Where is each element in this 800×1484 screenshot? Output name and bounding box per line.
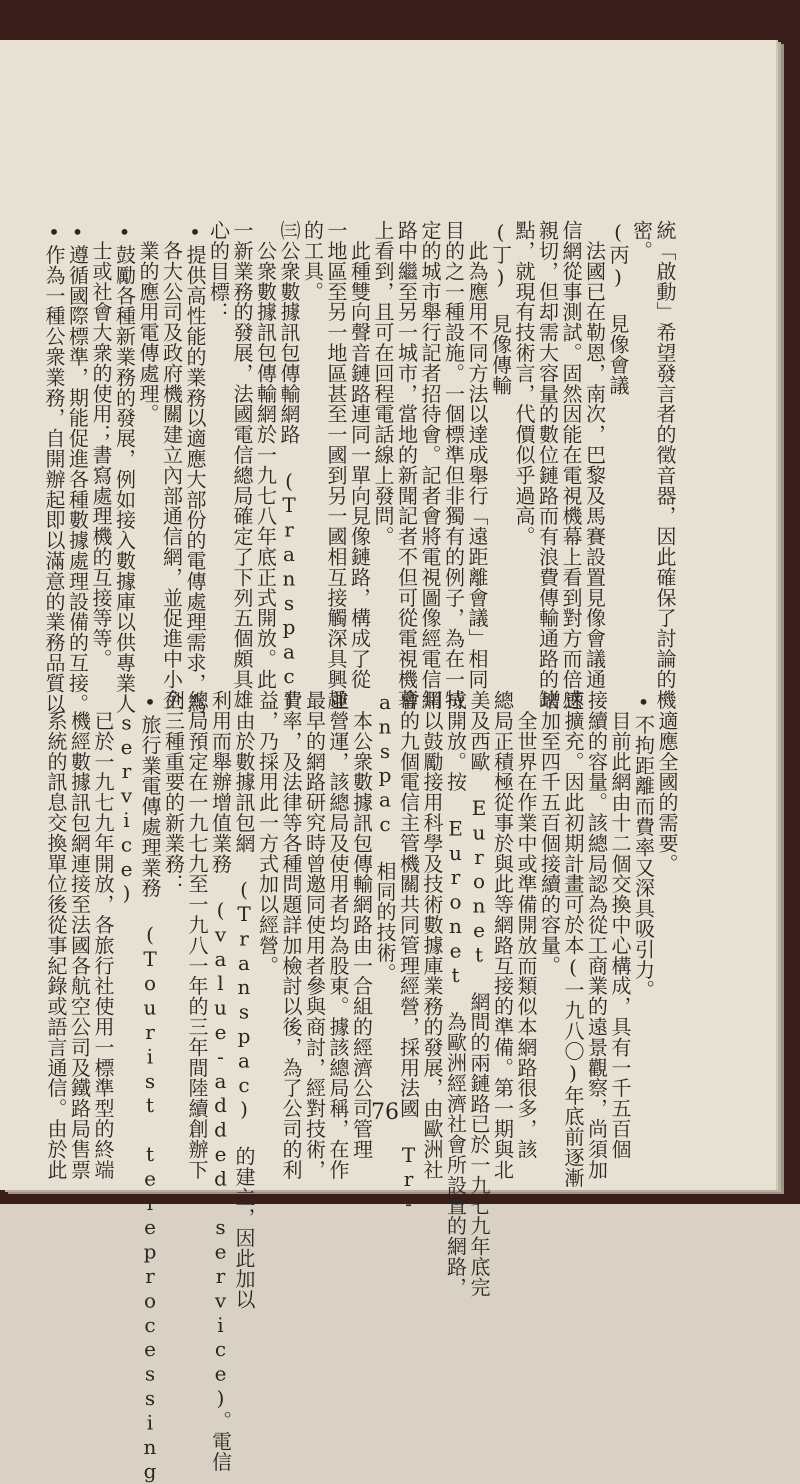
- text-line: service): [114, 690, 139, 906]
- text-line: 用以鼓勵接用科學及技術數據庫業務的發展，由歐洲社: [420, 690, 444, 1180]
- text-line: (丁) 見像傳輸: [488, 220, 513, 396]
- text-line: 最早的網路研究時曾邀同使用者參與商討，經對技術，: [302, 690, 327, 1180]
- text-line: •不拘距離而費率又深具吸引力。: [631, 690, 656, 1000]
- text-line: 接續的容量。該總局認為從工商業的遠景觀察，尚須加: [584, 690, 609, 1180]
- text-line: 此種雙向聲音鏈路連同一單向見像鏈路，構成了從: [347, 220, 372, 690]
- text-line: 親切，但却需大容量的數位鏈路而有浪費傳輸通路的缺: [535, 220, 560, 710]
- text-line: •遵循國際標準，期能促進各種數據處理設備的互接。: [65, 220, 90, 714]
- text-line: 上看到，且可在回程電話線上發問。: [371, 220, 395, 547]
- text-line: 公衆數據訊包傳輸網於一九七八年底正式開放。此: [253, 220, 278, 690]
- text-line: 會的九個電信主管機關共同管理經營，採用法國 Tr-: [396, 690, 421, 1216]
- text-line: 心的目標：: [206, 220, 231, 322]
- text-line: 總局預定在一九七九至一九八一年的三年間陸續創辦下: [185, 690, 209, 1180]
- text-line: 定的城市舉行記者招待會。記者會將電視圖像經電信網: [418, 220, 442, 710]
- text-line: 業的應用電傳處理。: [136, 220, 160, 424]
- text-line: 此為應用不同方法以達成舉行「遠距離會議」相同: [465, 220, 489, 690]
- text-line: 密。: [629, 220, 654, 261]
- text-line: •提供高性能的業務以適應大部份的電傳處理需求，為: [183, 220, 207, 714]
- text-line: •鼓勵各種新業務的發展，例如接入數據庫以供專業人: [112, 220, 137, 714]
- text-line: 美及西歐 Euronet 網間的兩鏈路已於一九七九年底完: [467, 690, 491, 1298]
- page-number: 76: [371, 1100, 399, 1125]
- text-line: 法國已在勒恩，南次，巴黎及馬賽設置見像會議通: [582, 220, 607, 690]
- text-line: 的工具。: [300, 220, 325, 302]
- text-line: 一新業務的發展，法國電信總局確定了下列五個頗具雄: [230, 220, 254, 710]
- text-line: 成開放。按 Euronet 為歐洲經濟社會所設置的網路，: [443, 690, 468, 1298]
- text-line: ㈢公衆數據訊包傳輸網路 (Transpac): [277, 220, 301, 713]
- text-line: 費率，及法律等各種問題詳加檢討以後，為了公司的利: [279, 690, 303, 1180]
- text-line: 速擴充。因此初期計畫可於本(一九八〇)年底前逐漸: [561, 690, 585, 1188]
- text-line: (丙) 見像會議: [606, 220, 630, 396]
- book-page: [0, 40, 776, 1484]
- text-line: 目的之一種設施。一個標準但非獨有的例子，為在一特: [441, 220, 466, 710]
- text-line: 點，就現有技術言，代價似乎過高。: [512, 220, 536, 547]
- text-line: 本公衆數據訊包傳輸網路由一合組的經濟公司管理: [349, 690, 374, 1160]
- text-line: 各大公司及政府機關建立內部通信網，並促進中小企: [159, 220, 184, 710]
- text-line: 並營運，該總局及使用者均為股東。據該總局稱，在作: [326, 690, 350, 1180]
- text-line: 總局正積極從事於與此等網路互接的準備。第一期與北: [490, 690, 515, 1180]
- text-line: 統「啟動」希望發言者的徵音器，因此確保了討論的機: [653, 220, 677, 710]
- text-line: 增加至四千五百個接續的容量。: [537, 690, 562, 976]
- text-line: anspac 相同的技術。: [373, 690, 397, 984]
- text-line: 已於一九七九年開放，各旅行社使用一標準型的終端: [91, 690, 115, 1180]
- text-line: 路中繼至另一城市，當地的新聞記者不但可從電視機幕: [394, 220, 419, 710]
- text-line: 目前此網由十二個交換中心構成，具有一千五百個: [608, 690, 632, 1160]
- text-line: 士或社會大衆的使用；書寫處理機的互接等等。: [89, 220, 113, 669]
- text-line: 信網從事測試。固然因能在電視機幕上看到對方而倍感: [559, 220, 583, 710]
- text-line: 由於數據訊包網 (Transpac) 的建立，因此加以: [232, 690, 256, 1310]
- text-line: 利用而舉辦增值業務 (value-added service)。電信: [208, 690, 233, 1472]
- text-line: 機經數據訊包網連接至法國各航空公司及鐵路局售票: [67, 690, 92, 1180]
- text-line: •旅行業電傳處理業務 (Tourist teleprocessing: [138, 690, 162, 1484]
- text-line: 益，乃採用此一方式加以經營。: [255, 690, 280, 976]
- text-line: 一地區至另一地區甚至一國到另一國相互接觸深具興趣: [324, 220, 348, 710]
- top-text-column: [42, 220, 677, 714]
- text-line: 全世界在作業中或準備開放而類似本網路很多，該: [514, 690, 538, 1160]
- text-line: 適應全國的需要。: [655, 690, 679, 874]
- text-line: •作為一種公衆業務，自開辦起即以滿意的業務品質以: [42, 220, 66, 714]
- text-line: 系統的訊息交換單位後從事紀錄或語言通信。由於此: [44, 690, 68, 1180]
- text-line: 列三種重要的新業務：: [161, 690, 186, 894]
